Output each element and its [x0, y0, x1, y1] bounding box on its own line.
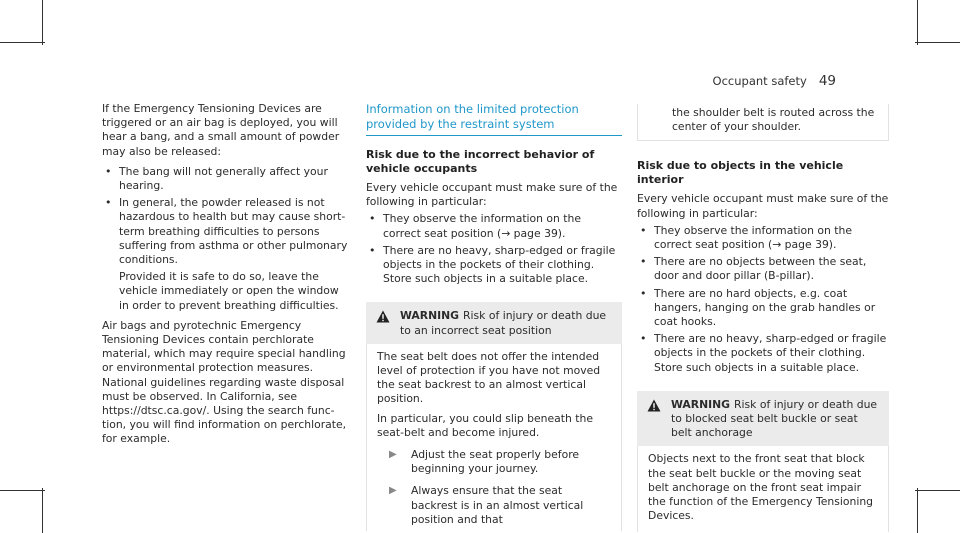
continuation-text: the shoulder belt is routed across the center of your shoulder. [672, 106, 875, 134]
running-header [713, 73, 836, 89]
list-item: • The bang will not generally affect your hearing. [105, 164, 328, 193]
intro-paragraph: Every vehicle occupant must make sure of the following in particular: [366, 181, 618, 209]
warning-label: WARNING [671, 397, 731, 411]
bullet-icon: • [640, 223, 647, 237]
bullet-icon: • [640, 286, 647, 300]
list-item: • They observe the information on the correct seat position (→ page 39). [369, 212, 582, 240]
list-item: • In general, the powder released is not hazardous to health but may cause short-term breathing difficulties to persons suffering from asthma or other pulmonary conditions. [105, 196, 348, 267]
intro-paragraph: Every vehicle occupant must make sure of the following in particular: [637, 192, 889, 220]
step-item: ▶ Adjust the seat properly before beginning your journey. [389, 448, 580, 476]
warning-text: Objects next to the front seat that block the seat belt buckle or the moving seat belt anchorage on the front seat impair the function of the Emergency Tensioning Devices. [648, 452, 874, 523]
section-title: Information on the limited protection provided by the restraint system [366, 102, 622, 136]
bullet-icon: • [369, 243, 376, 257]
warning-triangle-icon [647, 399, 663, 416]
page-number: 49 [818, 73, 836, 89]
list-item: • There are no objects between the seat, door and door pillar (B-pillar). [640, 255, 867, 283]
column-2 [366, 102, 622, 531]
warning-title: Risk of injury or death due to an incorrect seat position [400, 309, 607, 337]
warning-body [637, 446, 889, 532]
intro-paragraph: If the Emergency Tensioning Devices are triggered or an air bag is deployed, you will hear a bang, and a small amount of powder may also be released: [102, 102, 340, 158]
bullet-icon: • [105, 196, 112, 210]
bullet-icon: • [640, 255, 647, 269]
list-item: • They observe the information on the correct seat position (→ page 39). [640, 223, 853, 252]
sub-paragraph: Provided it is safe to do so, leave the vehicle immediately or open the window in order to prevent breathing difficulties. [119, 270, 339, 312]
warning-header [366, 302, 622, 343]
warning-title: Risk of injury or death due to blocked seat belt buckle or seat belt anchorage [671, 397, 878, 440]
warning-label: WARNING [400, 309, 460, 323]
crop-mark [0, 490, 45, 491]
crop-mark [915, 42, 960, 43]
list-item: • There are no hard objects, e.g. coat hangers, hanging on the grab handles or coat hooks. [640, 286, 876, 329]
header-section: Occupant safety [712, 74, 807, 88]
column-1 [102, 102, 348, 453]
subheading: Risk due to objects in the vehicle interior [637, 159, 844, 187]
arrow-right-icon: ▶ [389, 449, 397, 461]
warning-body [366, 344, 622, 531]
crop-mark [917, 0, 918, 45]
bullet-icon: • [640, 332, 647, 346]
crop-mark [42, 0, 43, 45]
warning-continuation [637, 104, 889, 141]
warning-box [637, 391, 889, 533]
step-item: ▶ Always ensure that the seat backrest is in an almost vertical position and that [389, 484, 584, 526]
crop-mark [917, 488, 918, 533]
closing-paragraph: Air bags and pyrotechnic Emergency Tensioning Devices contain perchlorate material, which may require special handling or environmental protection measures. National guidelines regarding waste disposal must be observed. In California, see https://dtsc.ca.gov/. Using the search function, you will find information on perchlorate, for example. [102, 318, 347, 446]
subheading: Risk due to the incorrect behavior of vehicle occupants [366, 148, 595, 175]
bullet-icon: • [369, 212, 376, 226]
column-3 [637, 104, 889, 532]
list-item: • There are no heavy, sharp-edged or fragile objects in the pockets of their clothing. Store such objects in a suitable place. [640, 332, 887, 374]
crop-mark [42, 488, 43, 533]
warning-triangle-icon [376, 310, 392, 327]
crop-mark [915, 490, 960, 491]
warning-text: In particular, you could slip beneath the seat-belt and become injured. [377, 411, 593, 439]
warning-header [637, 391, 889, 447]
crop-mark [0, 42, 45, 43]
bullet-icon: • [105, 164, 112, 178]
warning-box [366, 302, 622, 531]
warning-text: The seat belt does not offer the intended level of protection if you have not moved the seat backrest to an almost vertical position. [377, 349, 601, 406]
arrow-right-icon: ▶ [389, 485, 397, 497]
list-item: • There are no heavy, sharp-edged or fragile objects in the pockets of their clothing. Store such objects in a suitable place. [369, 243, 616, 286]
